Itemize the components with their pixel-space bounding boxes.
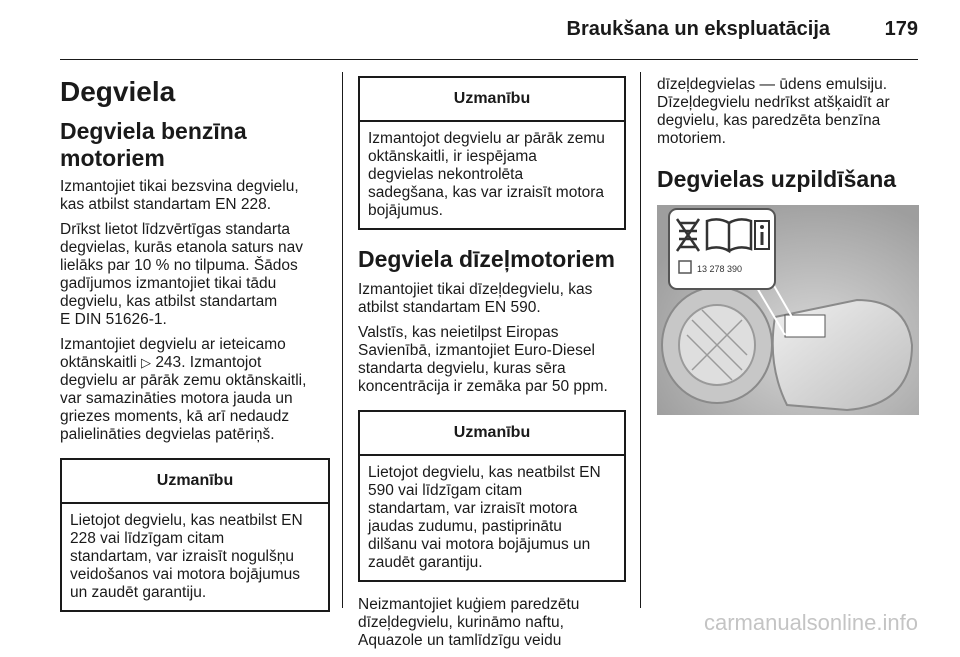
column-left [60,72,330,626]
caution-text: Lietojot degvielu, kas neatbilst EN 228 vai līdzīgam citam standartam, var izraisīt nogulšņu veidošanos vai motora bojājumus un zaudēt garantiju. [70,512,303,601]
section-heading-petrol: Degviela benzīna motoriem [60,118,247,171]
paragraph: Neizmantojiet kuģiem paredzētu dīzeļdegvielu, kurināmo naftu, Aquazole un tamlīdzīgu veidu [358,596,580,649]
section-heading-refuelling: Degvielas uzpildīšana [657,166,897,192]
cross-reference-arrow-icon: ▷ [141,355,151,370]
paragraph: Izmantojiet tikai bezsvina degvielu, kas atbilst standartam EN 228. [60,178,299,213]
fuel-filler-illustration [657,205,919,415]
paragraph: Drīkst lietot līdzvērtīgas standarta degvielas, kurās etanola saturs nav lielāks par 10 % no tilpuma. Šādos gadījumos izmantojiet tikai tādu degvielu, kas atbilst standartam E DIN 51626-1. [60,221,303,328]
section-heading-diesel: Degviela dīzeļmotoriem [358,246,615,272]
column-middle [358,72,626,657]
paragraph: dīzeļdegvielas — ūdens emulsiju. Dīzeļdegvielu nedrīkst atšķaidīt ar degvielu, kas paredzēta benzīna motoriem. [657,76,890,147]
caution-text: Lietojot degvielu, kas neatbilst EN 590 vai līdzīgam citam standartam, var izraisīt motora jaudas zudumu, pastiprinātu dilšanu vai motora bojājumus un zaudēt garantiju. [368,464,601,571]
caution-box [358,410,626,582]
caution-title: Uzmanību [62,460,328,504]
caution-box [358,76,626,230]
paragraph: Valstīs, kas neietilpst Eiropas Savienībā, izmantojiet Euro-Diesel standarta degvielu, kuras sēra koncentrācija ir zemāka par 50 ppm. [358,324,608,395]
caution-title: Uzmanību [360,412,624,456]
chapter-heading: Degviela [60,76,176,107]
flap-label-small [785,315,825,337]
page-number: 179 [884,18,918,40]
column-divider-right [640,72,641,608]
caution-box [60,458,330,612]
section-title: Braukšana un ekspluatācija [566,18,830,40]
paragraph: Izmantojiet degvielu ar ieteicamo oktānskaitli ▷ 243. Izmantojot degvielu ar pārāk zemu oktānskaitli, var samazināties motora jauda un griezes moments, kā arī nedaudz palielināties degvielas patēriņš. [60,336,307,443]
info-icon [755,221,769,249]
caution-text: Izmantojot degvielu ar pārāk zemu oktānskaitli, ir iespējama degvielas nekontrolēta sadegšana, kas var izraisīt motora bojājumus. [368,130,605,219]
watermark: carmanualsonline.info [703,610,918,635]
column-divider-left [342,72,343,608]
column-right [657,72,920,415]
label-code: 13 278 390 [697,264,743,274]
page-reference-link[interactable]: 243 [155,354,182,371]
caution-title: Uzmanību [360,78,624,122]
paragraph: Izmantojiet tikai dīzeļdegvielu, kas atbilst standartam EN 590. [358,281,593,316]
page-header [0,0,960,58]
header-divider [60,59,918,60]
